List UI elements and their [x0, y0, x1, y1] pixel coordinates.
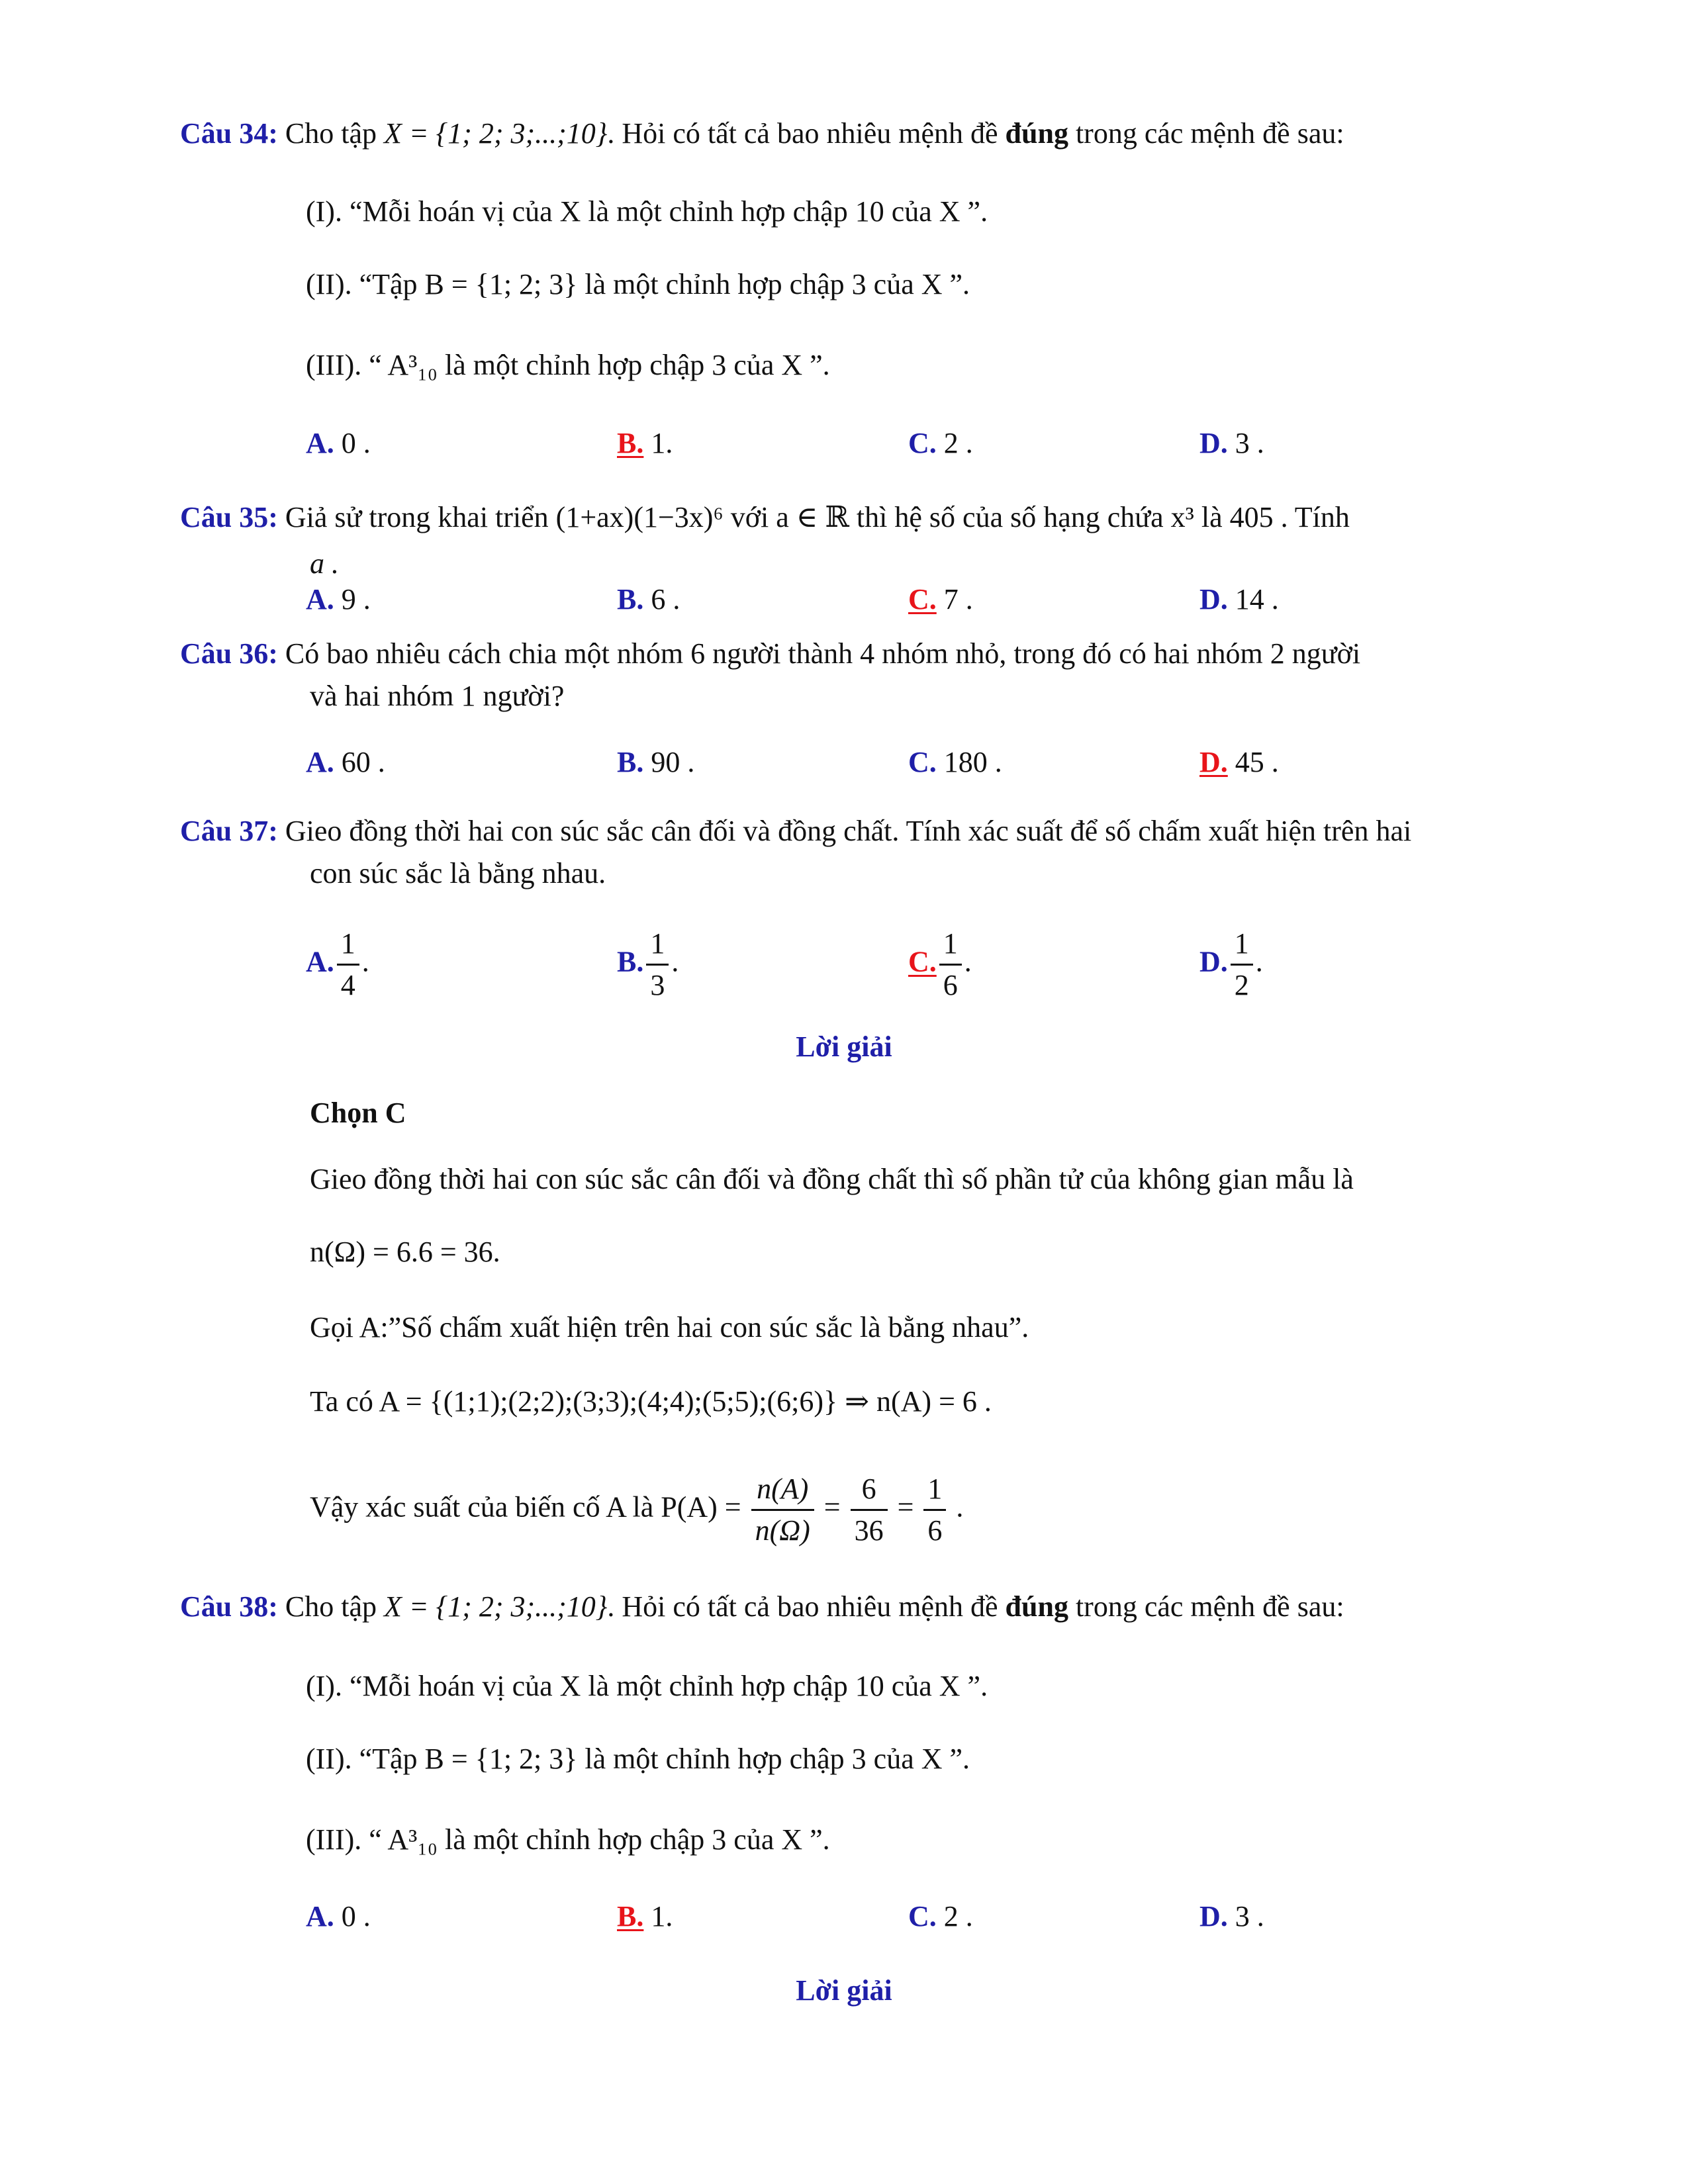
q37-option-b-fraction [646, 924, 669, 1005]
q34-option-d-text: 3 . [1235, 427, 1264, 459]
q37-option-b-num: 1 [646, 924, 669, 966]
q34-option-b[interactable] [617, 424, 673, 463]
q37-solution-frac1-num: n(A) [751, 1469, 814, 1511]
q38-statement-3: (III). “ A³₁₀ là một chỉnh hợp chập 3 của X ”. [306, 1823, 830, 1856]
q34-option-a-letter: A. [306, 427, 334, 459]
q37-solution-frac2-num: 6 [851, 1469, 888, 1511]
q36-option-b-letter: B. [617, 746, 644, 778]
q38-option-d[interactable] [1199, 1897, 1264, 1936]
q34-statement-3: (III). “ A³₁₀ là một chỉnh hợp chập 3 của X ”. [306, 349, 830, 381]
q38-stem-post-b: trong các mệnh đề sau: [1075, 1590, 1344, 1623]
q34-option-a[interactable] [306, 424, 371, 463]
q37-solution-line3: Gọi A:”Số chấm xuất hiện trên hai con súc sắc là bằng nhau”. [310, 1311, 1029, 1343]
q37-option-d-letter: D. [1199, 945, 1228, 978]
q34-statement-1: (I). “Mỗi hoán vị của X là một chỉnh hợp chập 10 của X ”. [306, 195, 988, 228]
q34-option-c-letter: C. [908, 427, 937, 459]
q37-option-b[interactable]: B. $\frac{1}{3}$ . [617, 924, 679, 1005]
q37-option-d-num: 1 [1231, 924, 1253, 966]
q35-option-a-letter: A. [306, 583, 334, 615]
q37-solution-eq1: = [823, 1490, 841, 1524]
q34-set: X = {1; 2; 3;...;10} [384, 117, 608, 150]
q37-option-a-den: 4 [340, 969, 355, 1001]
q35-option-b[interactable] [617, 580, 680, 619]
q38-option-c[interactable] [908, 1897, 973, 1936]
q37-solution-frac2 [851, 1469, 888, 1551]
q35-option-b-text: 6 . [651, 583, 680, 615]
q38-option-a[interactable] [306, 1897, 371, 1936]
q36-option-d[interactable] [1199, 743, 1279, 782]
q35-option-c-text: 7 . [943, 583, 973, 615]
q36-label: Câu 36: [180, 637, 278, 670]
q34-stem-pre: Cho tập [285, 117, 377, 150]
q37-solution-frac2-den: 36 [854, 1514, 884, 1547]
q37-solution-heading: Lời giải [796, 1030, 892, 1063]
q38-statement-1: (I). “Mỗi hoán vị của X là một chỉnh hợp chập 10 của X ”. [306, 1670, 988, 1702]
q37-solution-line2: n(Ω) = 6.6 = 36. [310, 1236, 500, 1268]
q36-option-a[interactable] [306, 743, 385, 782]
q37-solution-line5-pre: Vậy xác suất của biến cố A là P(A) = [310, 1490, 741, 1524]
q37-solution-choice: Chọn C [310, 1097, 406, 1129]
q36-option-d-text: 45 . [1235, 746, 1279, 778]
q38-solution-heading: Lời giải [796, 1974, 892, 2007]
q36-option-c-letter: C. [908, 746, 937, 778]
q38-option-d-letter: D. [1199, 1900, 1228, 1933]
q38-stem-post-a: . Hỏi có tất cả bao nhiêu mệnh đề [607, 1590, 998, 1623]
q37-solution-eq2: = [897, 1490, 914, 1524]
q35-option-a-text: 9 . [341, 583, 371, 615]
q36-stem [180, 634, 1360, 674]
q38-option-a-text: 0 . [341, 1900, 371, 1933]
q38-option-c-letter: C. [908, 1900, 937, 1933]
q37-option-b-den: 3 [650, 969, 665, 1001]
q37-solution-frac3 [923, 1469, 946, 1551]
q34-stem-bold: đúng [1005, 117, 1068, 150]
q36-option-b[interactable] [617, 743, 694, 782]
q37-option-c-num: 1 [939, 924, 962, 966]
q36-option-b-text: 90 . [651, 746, 695, 778]
q36-stem-line1: Có bao nhiêu cách chia một nhóm 6 người thành 4 nhóm nhỏ, trong đó có hai nhóm 2 người [285, 637, 1361, 670]
q35-option-d[interactable] [1199, 580, 1279, 619]
q34-option-d[interactable] [1199, 424, 1264, 463]
q34-stem-post-a: . Hỏi có tất cả bao nhiêu mệnh đề [607, 117, 998, 150]
q37-option-c[interactable]: C. $\frac{1}{6}$ . [908, 924, 972, 1005]
q34-stem-post-b: trong các mệnh đề sau: [1075, 117, 1344, 150]
q34-option-b-letter: B. [617, 427, 644, 459]
q35-label: Câu 35: [180, 501, 278, 533]
q37-option-d-fraction [1231, 924, 1253, 1005]
q35-option-c[interactable] [908, 580, 973, 619]
q37-option-a-fraction [337, 924, 359, 1005]
q37-solution-frac1 [751, 1469, 814, 1551]
q35-option-d-letter: D. [1199, 583, 1228, 615]
q36-option-c[interactable] [908, 743, 1002, 782]
q38-option-b-text: 1. [651, 1900, 673, 1933]
q38-option-b-letter: B. [617, 1900, 644, 1933]
q37-solution-frac1-den: n(Ω) [755, 1514, 810, 1547]
q37-option-c-letter: C. [908, 945, 937, 978]
q37-solution-line5 [310, 1469, 963, 1551]
q37-solution-frac3-den: 6 [927, 1514, 943, 1547]
q34-stem [180, 114, 1344, 154]
q37-option-c-den: 6 [943, 969, 958, 1001]
q37-stem-line2: con súc sắc là bằng nhau. [310, 857, 606, 889]
q36-option-d-letter: D. [1199, 746, 1228, 778]
q34-option-b-text: 1. [651, 427, 673, 459]
q37-solution-line4: Ta có A = {(1;1);(2;2);(3;3);(4;4);(5;5);(6;6)} ⇒ n(A) = 6 . [310, 1385, 992, 1418]
q34-label: Câu 34: [180, 117, 278, 150]
q38-statement-2: (II). “Tập B = {1; 2; 3} là một chỉnh hợp chập 3 của X ”. [306, 1743, 970, 1775]
q37-solution-line5-post: . [956, 1490, 964, 1524]
q37-option-a[interactable]: A. $\frac{1}{4}$ . [306, 924, 369, 1005]
q37-stem-line1: Gieo đồng thời hai con súc sắc cân đối và đồng chất. Tính xác suất để số chấm xuất hiện trên hai [285, 815, 1412, 847]
q34-option-a-text: 0 . [341, 427, 371, 459]
q37-option-b-letter: B. [617, 945, 644, 978]
q37-label: Câu 37: [180, 815, 278, 847]
q37-option-d-den: 2 [1234, 969, 1249, 1001]
q38-option-b[interactable] [617, 1897, 673, 1936]
q38-stem-bold: đúng [1005, 1590, 1068, 1623]
q34-option-c-text: 2 . [943, 427, 973, 459]
q37-stem [180, 811, 1411, 851]
q37-option-a-num: 1 [337, 924, 359, 966]
q34-statement-2: (II). “Tập B = {1; 2; 3} là một chỉnh hợp chập 3 của X ”. [306, 268, 970, 300]
q36-stem-line2: và hai nhóm 1 người? [310, 680, 565, 712]
q35-option-a[interactable] [306, 580, 371, 619]
q36-option-a-letter: A. [306, 746, 334, 778]
q35-stem-line2: a . [310, 547, 339, 580]
q36-option-c-text: 180 . [943, 746, 1002, 778]
q37-solution-frac3-num: 1 [923, 1469, 946, 1511]
q36-option-a-text: 60 . [341, 746, 385, 778]
q37-option-d[interactable]: D. $\frac{1}{2}$ . [1199, 924, 1263, 1005]
q35-option-b-letter: B. [617, 583, 644, 615]
q38-stem [180, 1587, 1344, 1627]
q38-set: X = {1; 2; 3;...;10} [384, 1590, 608, 1623]
q38-stem-pre: Cho tập [285, 1590, 377, 1623]
q37-option-a-letter: A. [306, 945, 334, 978]
q35-option-c-letter: C. [908, 583, 937, 615]
q38-option-a-letter: A. [306, 1900, 334, 1933]
q34-option-c[interactable] [908, 424, 973, 463]
q37-solution-line1: Gieo đồng thời hai con súc sắc cân đối và đồng chất thì số phần tử của không gian mẫu là [310, 1163, 1354, 1195]
q38-option-d-text: 3 . [1235, 1900, 1264, 1933]
q35-stem-line1: Giả sử trong khai triển (1+ax)(1−3x)⁶ với a ∈ ℝ thì hệ số của số hạng chứa x³ là 405 . Tính [285, 501, 1350, 533]
q35-stem [180, 498, 1350, 537]
q34-option-d-letter: D. [1199, 427, 1228, 459]
q35-option-d-text: 14 . [1235, 583, 1279, 615]
q37-option-c-fraction [939, 924, 962, 1005]
q38-option-c-text: 2 . [943, 1900, 973, 1933]
q38-label: Câu 38: [180, 1590, 278, 1623]
